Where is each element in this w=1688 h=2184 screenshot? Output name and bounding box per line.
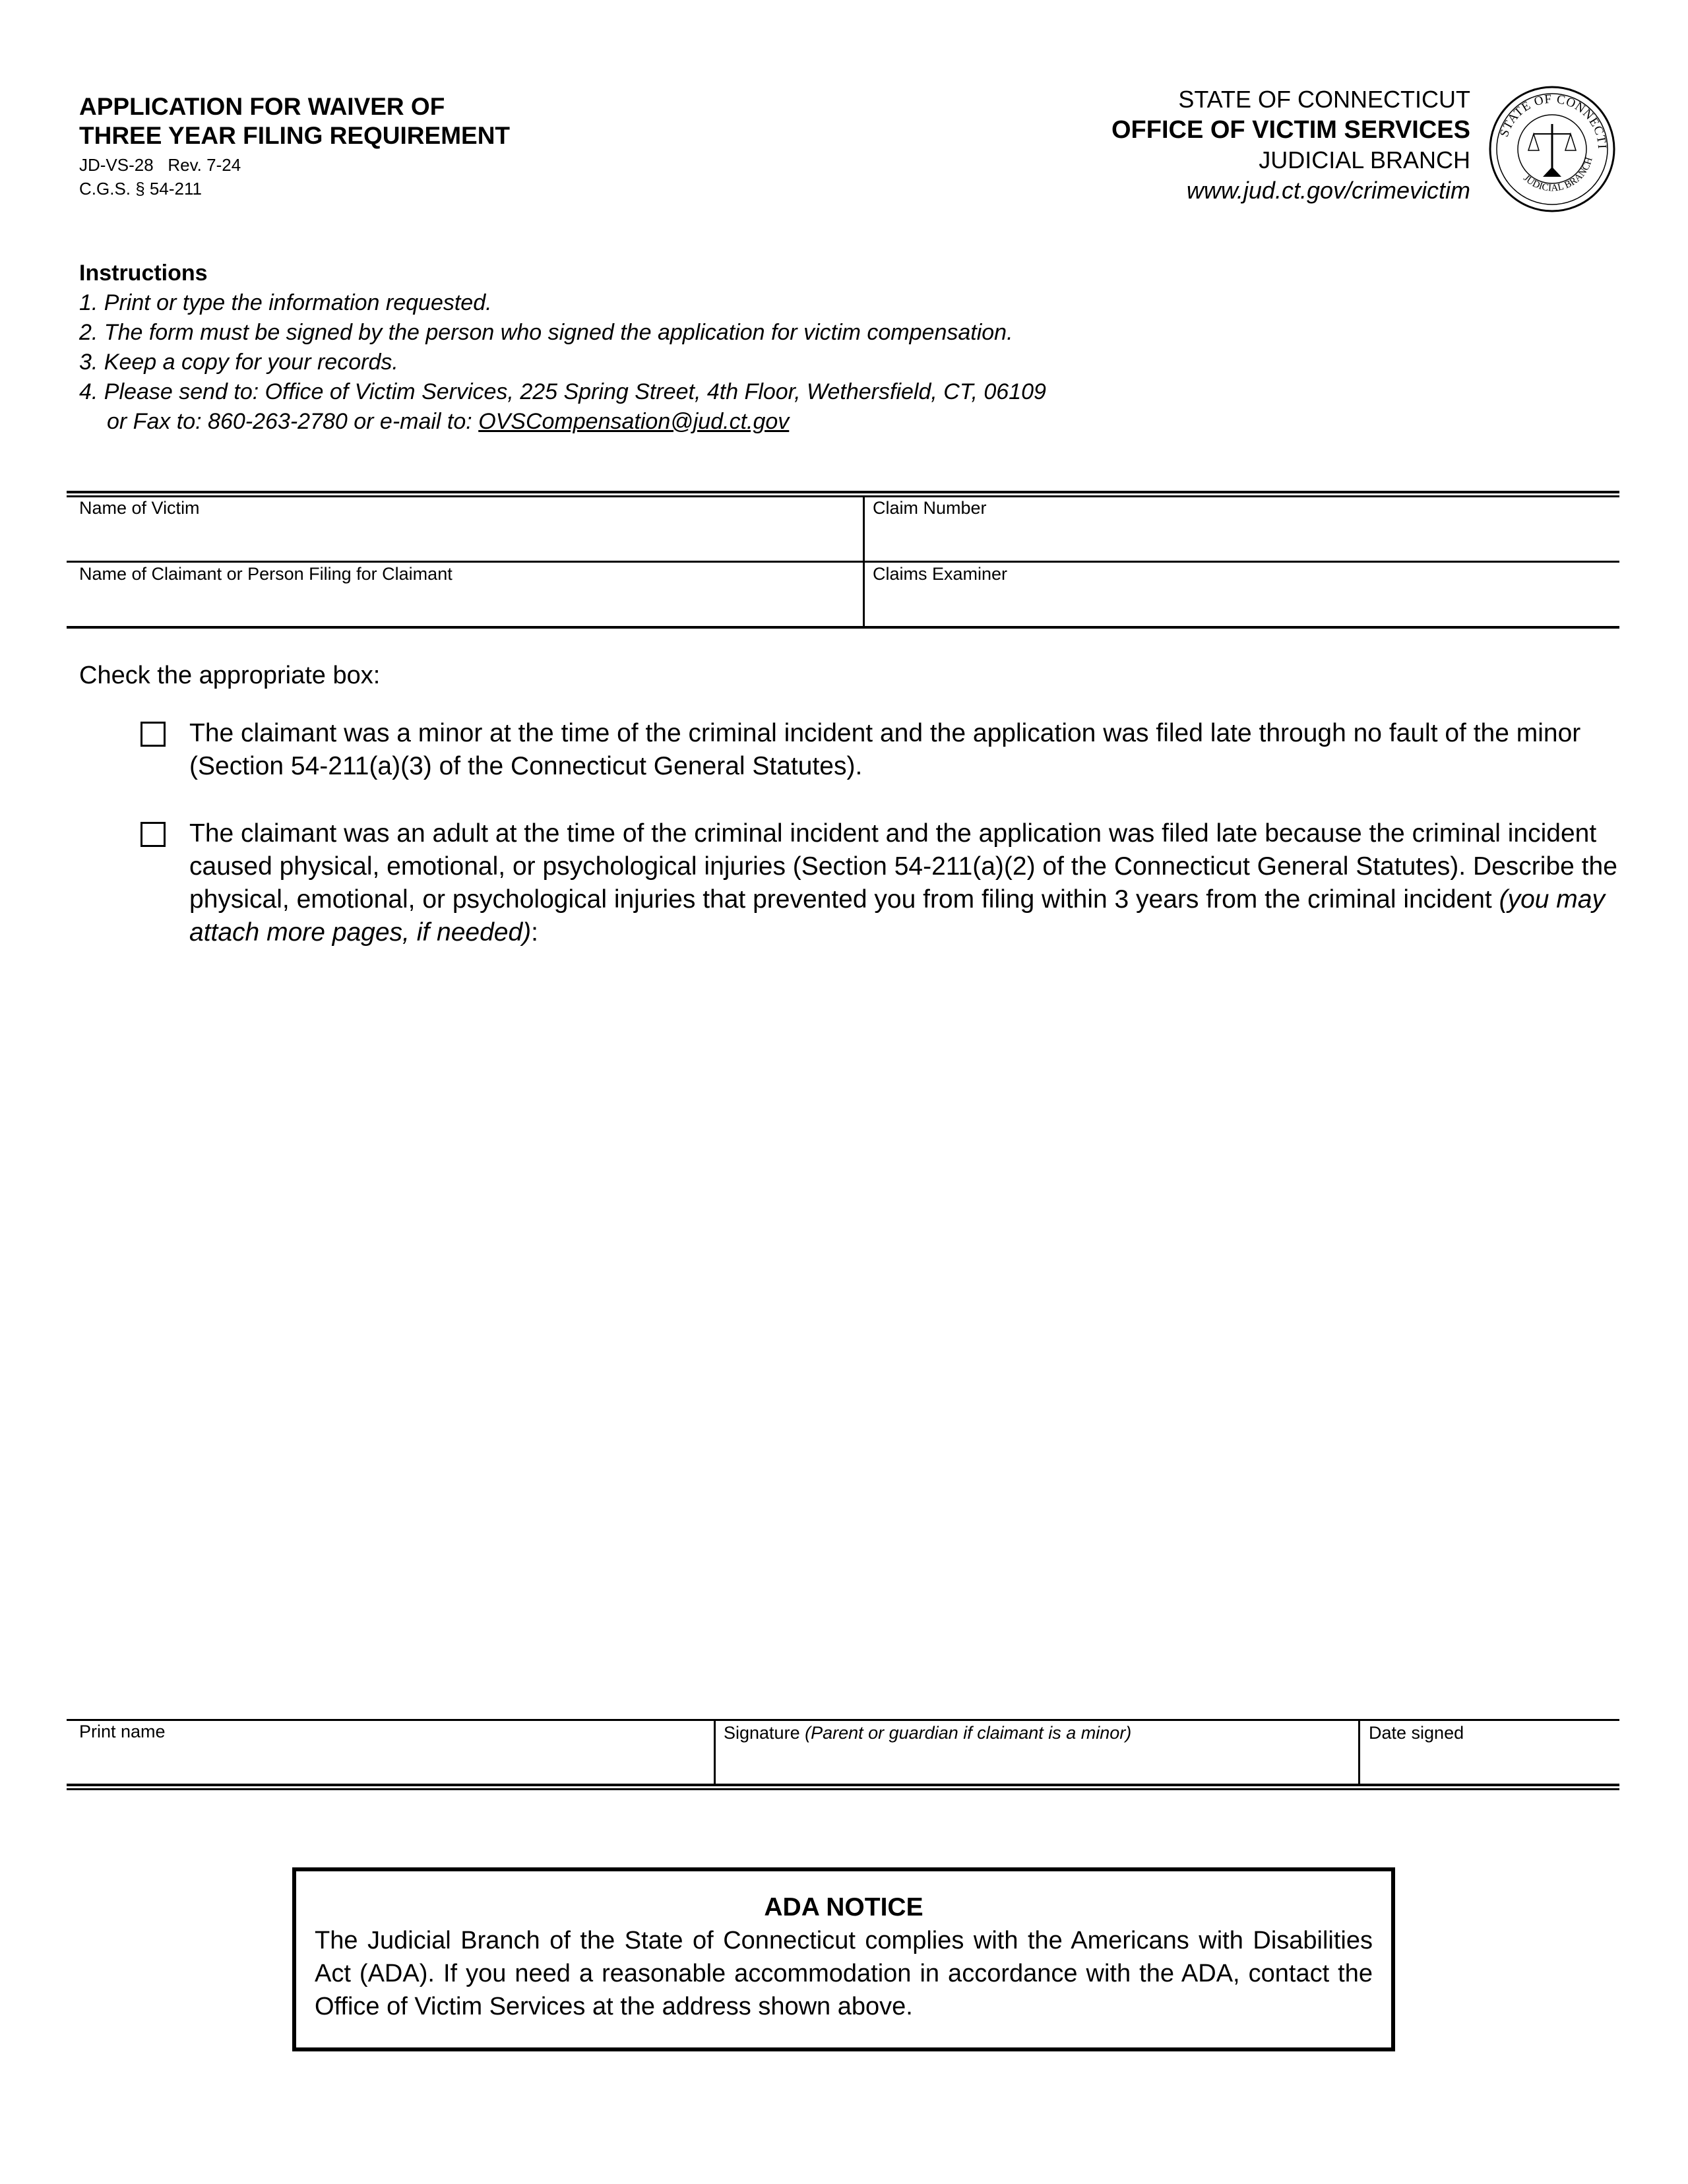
- signature-input[interactable]: [722, 1748, 1355, 1781]
- instruction-item: 1. Print or type the information requested.: [79, 290, 492, 315]
- divider: [67, 1788, 1619, 1790]
- injury-description-textarea[interactable]: [189, 963, 1617, 1704]
- instruction-item: 3. Keep a copy for your records.: [79, 350, 398, 375]
- divider: [67, 561, 1619, 563]
- instruction-item: 4. Please send to: Office of Victim Services, 225 Spring Street, 4th Floor, Wethersfield, CT, 06109: [79, 379, 1046, 404]
- print-name-label: Print name: [79, 1722, 166, 1741]
- signature-note: (Parent or guardian if claimant is a minor): [805, 1723, 1132, 1743]
- form-meta: [79, 153, 241, 201]
- title-line-2: THREE YEAR FILING REQUIREMENT: [79, 122, 511, 149]
- claimant-name-input[interactable]: [78, 591, 859, 624]
- agency-block: [1111, 84, 1470, 206]
- instructions-heading: Instructions: [79, 261, 208, 286]
- divider: [67, 491, 1619, 493]
- branch-name: JUDICIAL BRANCH: [1259, 146, 1470, 173]
- instructions: [79, 259, 1046, 437]
- judicial-branch-seal-icon: [1487, 84, 1617, 214]
- signature-label: [724, 1723, 1131, 1743]
- office-name: OFFICE OF VICTIM SERVICES: [1111, 116, 1470, 144]
- date-signed-input[interactable]: [1367, 1748, 1617, 1781]
- signature-label-text: Signature: [724, 1723, 805, 1743]
- adult-checkbox[interactable]: [141, 822, 166, 847]
- adult-option-text: [189, 817, 1621, 949]
- divider: [67, 495, 1619, 497]
- ada-text: The Judicial Branch of the State of Connecticut complies with the Americans with Disabilities Act (ADA). If you need a reasonable accommodation in accordance with the ADA, contact the Office of Victim Services at the address shown above.: [315, 1927, 1373, 2020]
- svg-text:STATE OF CONNECTICUT: STATE OF CONNECTI: [1497, 92, 1610, 150]
- statute-reference: C.G.S. § 54-211: [79, 179, 202, 199]
- ada-title: ADA NOTICE: [764, 1893, 923, 1921]
- print-name-input[interactable]: [78, 1748, 710, 1781]
- date-signed-label: Date signed: [1369, 1723, 1464, 1743]
- victim-name-input[interactable]: [78, 525, 859, 558]
- divider: [863, 497, 865, 627]
- adult-option-body: The claimant was an adult at the time of the criminal incident and the application was filed late because the criminal incident caused physical, emotional, or psychological injuries (Section 54-211(a)(2) of the Connecticut General Statutes). Describe the physical, emotional, or psychological injuries that prevented you from filing within 3 years from the criminal incident: [189, 819, 1617, 914]
- divider: [67, 1719, 1619, 1721]
- check-heading: Check the appropriate box:: [79, 662, 381, 689]
- victim-name-label: Name of Victim: [79, 498, 200, 518]
- state-name: STATE OF CONNECTICUT: [1178, 86, 1470, 113]
- minor-option-text: The claimant was a minor at the time of the criminal incident and the application was filed late through no fault of the minor (Section 54-211(a)(3) of the Connecticut General Statutes).: [189, 719, 1581, 780]
- form-title: [79, 92, 510, 150]
- instruction-item: 2. The form must be signed by the person who signed the application for victim compensation.: [79, 320, 1013, 345]
- fax-text: or Fax to: 860-263-2780 or e-mail to:: [107, 409, 479, 434]
- email-link[interactable]: OVSCompensation@jud.ct.gov: [478, 409, 790, 434]
- website-link[interactable]: www.jud.ct.gov/crimevictim: [1186, 177, 1470, 204]
- claimant-name-label: Name of Claimant or Person Filing for Claimant: [79, 564, 453, 584]
- divider: [714, 1720, 716, 1784]
- claim-number-label: Claim Number: [873, 498, 987, 518]
- ada-notice: [292, 1867, 1395, 2051]
- claims-examiner-input[interactable]: [871, 591, 1615, 624]
- divider: [67, 626, 1619, 629]
- divider: [1358, 1720, 1360, 1784]
- claims-examiner-label: Claims Examiner: [873, 564, 1008, 584]
- attach-note: (you may attach more pages, if needed): [189, 885, 1605, 947]
- form-number: JD-VS-28 Rev. 7-24: [79, 155, 241, 175]
- minor-checkbox[interactable]: [141, 722, 166, 747]
- title-line-1: APPLICATION FOR WAIVER OF: [79, 93, 445, 120]
- colon: :: [531, 918, 539, 947]
- svg-text:JUDICIAL BRANCH: JUDICIAL BRANCH: [1521, 156, 1595, 194]
- claim-number-input[interactable]: [871, 525, 1615, 558]
- instruction-item-contact: [79, 407, 1046, 437]
- divider: [67, 1784, 1619, 1786]
